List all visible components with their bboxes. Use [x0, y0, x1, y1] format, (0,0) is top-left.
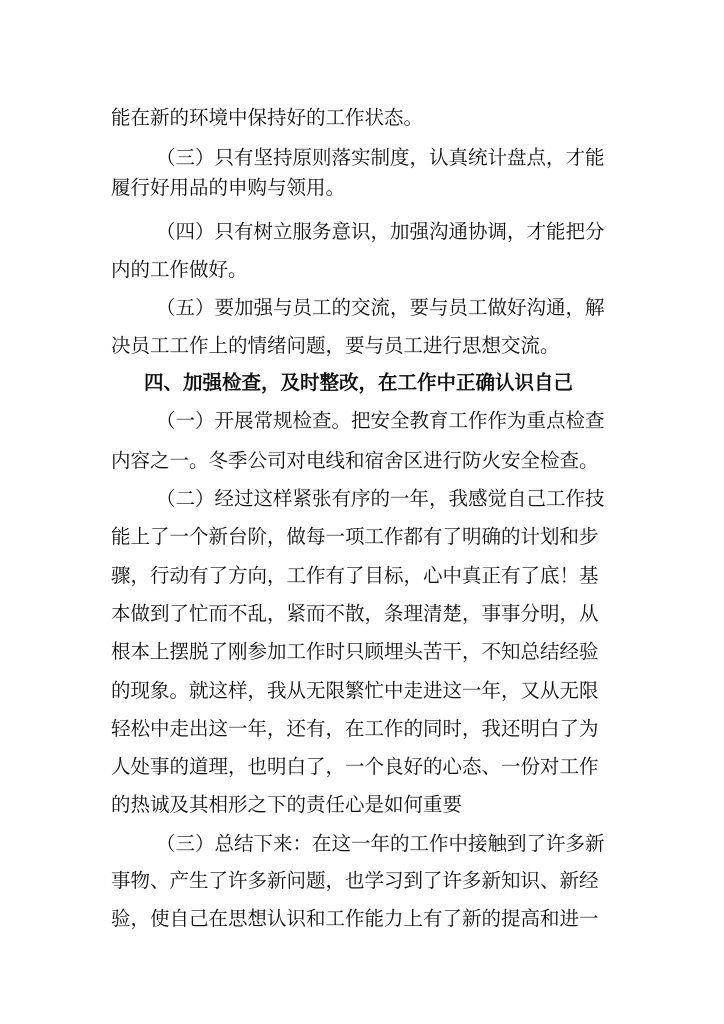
paragraph-line: 骤，行动有了方向，工作有了目标，心中真正有了底！基: [111, 564, 599, 587]
paragraph-line: （四）只有树立服务意识，加强沟通协调，才能把分: [156, 220, 605, 243]
paragraph-line: 轻松中走出这一年，还有，在工作的同时，我还明白了为: [111, 717, 599, 740]
paragraph-line: 内的工作做好。: [111, 258, 248, 281]
paragraph-line: （三）只有坚持原则落实制度，认真统计盘点，才能: [156, 146, 605, 169]
paragraph-line: 的热诚及其相形之下的责任心是如何重要: [111, 793, 463, 816]
paragraph-line: （五）要加强与员工的交流，要与员工做好沟通，解: [156, 296, 605, 319]
paragraph-line: 本做到了忙而不乱，紧而不散，条理清楚，事事分明，从: [111, 602, 599, 625]
paragraph-line: 内容之一。冬季公司对电线和宿舍区进行防火安全检查。: [111, 449, 599, 472]
paragraph-line: 能在新的环境中保持好的工作状态。: [111, 106, 424, 129]
paragraph-line: 决员工工作上的情绪问题，要与员工进行思想交流。: [111, 334, 560, 357]
paragraph-line: （一）开展常规检查。把安全教育工作作为重点检查: [156, 409, 605, 432]
paragraph-line: 人处事的道理，也明白了，一个良好的心态、一份对工作: [111, 755, 599, 778]
paragraph-line: （二）经过这样紧张有序的一年，我感觉自己工作技: [156, 487, 605, 510]
paragraph-line: 根本上摆脱了刚参加工作时只顾埋头苦干，不知总结经验: [111, 640, 599, 663]
paragraph-line: 能上了一个新台阶，做每一项工作都有了明确的计划和步: [111, 525, 599, 548]
paragraph-line: 验，使自己在思想认识和工作能力上有了新的提高和进一: [111, 907, 599, 930]
paragraph-line: 的现象。就这样，我从无限繁忙中走进这一年，又从无限: [111, 679, 599, 702]
paragraph-line: （三）总结下来：在这一年的工作中接触到了许多新: [156, 832, 605, 855]
paragraph-line: 事物、产生了许多新问题，也学习到了许多新知识、新经: [111, 869, 599, 892]
paragraph-line: 履行好用品的申购与领用。: [111, 176, 346, 199]
section-heading: 四、加强检查，及时整改，在工作中正确认识自己: [144, 371, 574, 394]
